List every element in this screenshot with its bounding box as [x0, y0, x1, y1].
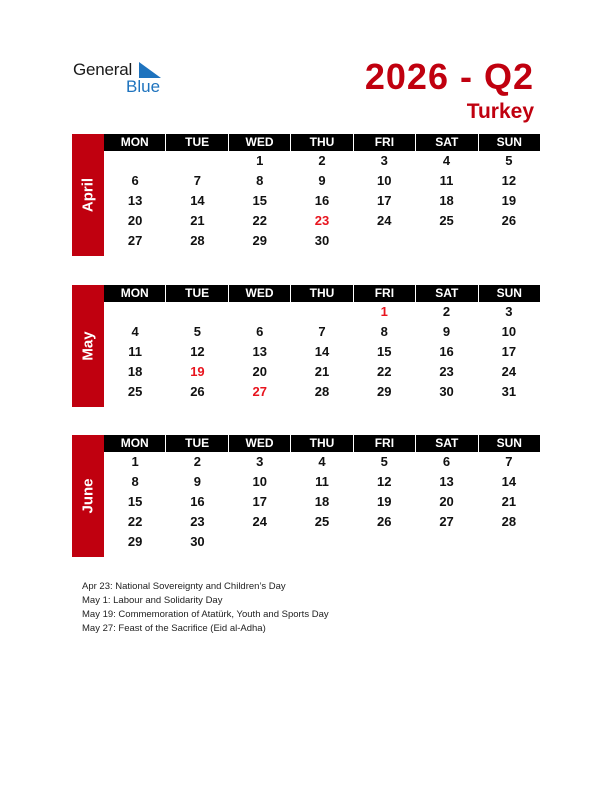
- weekday-sun: SUN: [496, 286, 522, 300]
- week-row: [104, 382, 540, 402]
- day-cell: 15: [127, 494, 143, 509]
- empty-day-cell: [166, 151, 228, 171]
- day-cell: 18: [314, 494, 330, 509]
- weekday-header: [104, 285, 540, 302]
- month-label: April: [79, 177, 97, 213]
- logo-triangle-icon: [139, 62, 161, 78]
- day-cell: 16: [439, 344, 454, 359]
- day-cell: 30: [190, 534, 205, 549]
- day-cell: 11: [315, 474, 329, 489]
- day-cell: 12: [190, 344, 205, 359]
- day-cell: 21: [501, 494, 517, 509]
- day-cell: 19: [190, 364, 205, 379]
- day-cell: 25: [127, 384, 143, 399]
- day-cell: 24: [377, 213, 392, 228]
- weekday-mon: MON: [104, 285, 166, 302]
- day-cell: 21: [190, 213, 205, 228]
- day-cell: 18: [127, 364, 143, 379]
- weekday-sat: SAT: [416, 285, 478, 302]
- month-may: [72, 285, 540, 407]
- week-row: [104, 191, 540, 211]
- day-cell: 9: [442, 324, 451, 339]
- day-cell: 4: [131, 324, 139, 339]
- week-row: [104, 452, 540, 472]
- day-cell: 11: [439, 173, 454, 188]
- day-cell: 7: [193, 173, 202, 188]
- empty-day-cell: [229, 532, 291, 552]
- day-cell: 7: [318, 324, 326, 339]
- weekday-wed: WED: [229, 134, 291, 151]
- weekday-sat: SAT: [416, 435, 478, 452]
- week-row: [104, 342, 540, 362]
- day-cell: 31: [501, 384, 517, 399]
- empty-day-cell: [291, 302, 353, 322]
- day-cell: 19: [501, 193, 517, 208]
- day-cell: 23: [439, 364, 454, 379]
- day-cell: 5: [505, 153, 513, 168]
- weekday-header: [104, 134, 540, 151]
- weekday-fri: FRI: [354, 285, 416, 302]
- day-cell: 24: [252, 514, 267, 529]
- weekday-tue: TUE: [166, 134, 228, 151]
- day-cell: 29: [127, 534, 143, 549]
- month-label: June: [79, 478, 97, 514]
- day-cell: 14: [314, 344, 330, 359]
- day-cell: 25: [439, 213, 454, 228]
- country-name: Turkey: [466, 100, 534, 123]
- empty-day-cell: [229, 302, 291, 322]
- day-cell: 10: [501, 324, 517, 339]
- week-row: [104, 472, 540, 492]
- day-cell: 30: [439, 384, 454, 399]
- month-june: [72, 435, 540, 557]
- week-row: [104, 211, 540, 231]
- day-cell: 6: [442, 454, 451, 469]
- logo-word-general: General: [73, 60, 133, 79]
- empty-day-cell: [353, 532, 415, 552]
- empty-day-cell: [478, 231, 540, 251]
- day-cell: 29: [252, 233, 267, 248]
- empty-day-cell: [353, 231, 415, 251]
- empty-day-cell: [104, 151, 166, 171]
- weekday-thu: THU: [291, 435, 353, 452]
- day-cell: 16: [190, 494, 205, 509]
- week-row: [104, 231, 540, 251]
- week-row: [104, 512, 540, 532]
- month-tab: [72, 435, 104, 557]
- day-cell: 12: [501, 173, 517, 188]
- month-april: [72, 134, 540, 256]
- day-cell: 15: [377, 344, 392, 359]
- day-cell: 3: [256, 454, 264, 469]
- day-cell: 17: [501, 344, 517, 359]
- day-grid: [104, 151, 540, 251]
- day-cell: 27: [127, 233, 143, 248]
- weekday-wed: WED: [229, 435, 291, 452]
- day-cell: 5: [380, 454, 388, 469]
- day-grid: [104, 452, 540, 552]
- month-label: May: [79, 331, 97, 361]
- day-cell: 13: [127, 193, 143, 208]
- day-cell: 10: [377, 173, 392, 188]
- day-cell: 25: [314, 514, 330, 529]
- day-cell: 20: [439, 494, 454, 509]
- month-tab: [72, 285, 104, 407]
- day-cell: 8: [256, 173, 264, 188]
- logo: [73, 60, 173, 96]
- month-tab: [72, 134, 104, 256]
- day-cell: 6: [256, 324, 264, 339]
- empty-day-cell: [415, 532, 477, 552]
- day-grid: [104, 302, 540, 402]
- weekday-mon: MON: [104, 134, 166, 151]
- day-cell: 26: [190, 384, 205, 399]
- day-cell: 9: [193, 474, 202, 489]
- day-cell: 22: [252, 213, 267, 228]
- day-cell: 6: [131, 173, 139, 188]
- empty-day-cell: [478, 532, 540, 552]
- day-cell: 2: [193, 454, 202, 469]
- holiday-note: May 1: Labour and Solidarity Day: [82, 595, 223, 606]
- day-cell: 13: [439, 474, 454, 489]
- day-cell: 24: [501, 364, 517, 379]
- day-cell: 12: [377, 474, 392, 489]
- weekday-tue: TUE: [166, 435, 228, 452]
- weekday-fri: FRI: [354, 435, 416, 452]
- day-cell: 16: [314, 193, 330, 208]
- day-cell: 18: [439, 193, 454, 208]
- weekday-wed: WED: [229, 285, 291, 302]
- day-cell: 11: [128, 344, 143, 359]
- day-cell: 30: [314, 233, 330, 248]
- empty-day-cell: [291, 532, 353, 552]
- holiday-note: May 19: Commemoration of Atatürk, Youth and Sports Day: [82, 609, 329, 620]
- day-cell: 1: [256, 153, 264, 168]
- weekday-sun: SUN: [496, 436, 522, 450]
- day-cell: 10: [252, 474, 267, 489]
- day-cell: 8: [131, 474, 139, 489]
- day-cell: 3: [380, 153, 388, 168]
- holiday-note: May 27: Feast of the Sacrifice (Eid al-Adha): [82, 623, 266, 634]
- day-cell: 22: [127, 514, 143, 529]
- day-cell: 1: [131, 454, 139, 469]
- day-cell: 2: [318, 153, 326, 168]
- day-cell: 13: [252, 344, 267, 359]
- logo-word-blue: Blue: [126, 77, 161, 96]
- day-cell: 23: [314, 213, 330, 228]
- weekday-thu: THU: [291, 134, 353, 151]
- day-cell: 22: [377, 364, 392, 379]
- day-cell: 2: [442, 304, 451, 319]
- day-cell: 1: [380, 304, 388, 319]
- empty-day-cell: [415, 231, 477, 251]
- day-cell: 28: [314, 384, 330, 399]
- week-row: [104, 322, 540, 342]
- weekday-fri: FRI: [354, 134, 416, 151]
- holiday-notes: [82, 580, 329, 636]
- weekday-header: [104, 435, 540, 452]
- day-cell: 4: [318, 454, 326, 469]
- week-row: [104, 532, 540, 552]
- day-cell: 26: [501, 213, 517, 228]
- day-cell: 5: [193, 324, 202, 339]
- page-title: 2026 - Q2: [364, 56, 534, 97]
- day-cell: 27: [252, 384, 267, 399]
- day-cell: 20: [252, 364, 267, 379]
- day-cell: 27: [439, 514, 454, 529]
- day-cell: 14: [190, 193, 205, 208]
- weekday-sat: SAT: [416, 134, 478, 151]
- day-cell: 21: [314, 364, 330, 379]
- day-cell: 15: [252, 193, 267, 208]
- holiday-note: Apr 23: National Sovereignty and Children’s Day: [82, 581, 286, 592]
- day-cell: 3: [505, 304, 513, 319]
- weekday-thu: THU: [291, 285, 353, 302]
- week-row: [104, 302, 540, 322]
- day-cell: 9: [318, 173, 326, 188]
- day-cell: 7: [505, 454, 513, 469]
- day-cell: 26: [377, 514, 392, 529]
- day-cell: 28: [501, 514, 517, 529]
- day-cell: 29: [377, 384, 392, 399]
- day-cell: 14: [501, 474, 517, 489]
- day-cell: 17: [252, 494, 267, 509]
- empty-day-cell: [104, 302, 166, 322]
- week-row: [104, 492, 540, 512]
- week-row: [104, 171, 540, 191]
- weekday-mon: MON: [104, 435, 166, 452]
- week-row: [104, 362, 540, 382]
- day-cell: 23: [190, 514, 205, 529]
- day-cell: 4: [442, 153, 451, 168]
- day-cell: 28: [190, 233, 205, 248]
- empty-day-cell: [166, 302, 228, 322]
- day-cell: 20: [127, 213, 143, 228]
- week-row: [104, 151, 540, 171]
- day-cell: 17: [377, 193, 392, 208]
- day-cell: 8: [380, 324, 388, 339]
- day-cell: 19: [377, 494, 392, 509]
- weekday-tue: TUE: [166, 285, 228, 302]
- weekday-sun: SUN: [496, 135, 522, 149]
